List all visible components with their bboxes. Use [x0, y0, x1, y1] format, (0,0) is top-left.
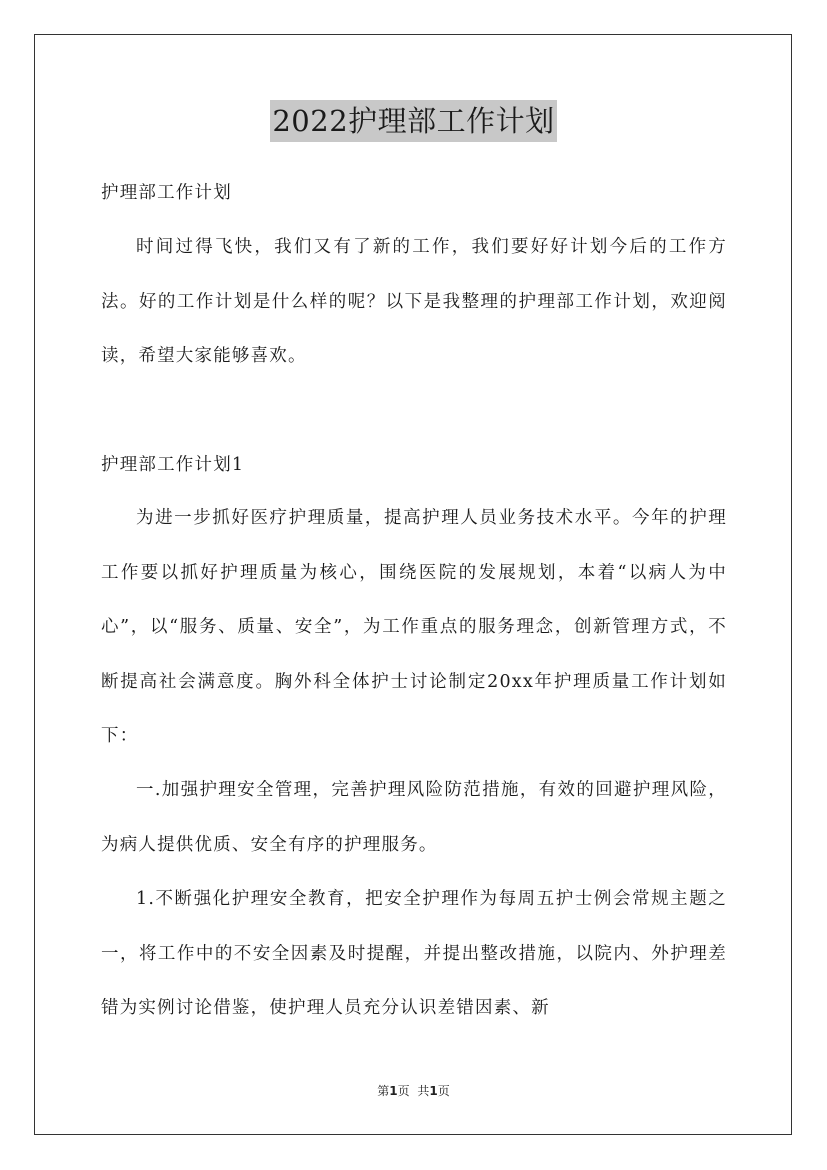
footer-page-suffix: 页	[397, 1084, 410, 1098]
plan-paragraph-2: 一.加强护理安全管理，完善护理风险防范措施，有效的回避护理风险，为病人提供优质、安全有序的护理服务。	[101, 780, 727, 855]
footer-page-prefix: 第	[377, 1084, 390, 1098]
plan-paragraph-1: 为进一步抓好医疗护理质量，提高护理人员业务技术水平。今年的护理工作要以抓好护理质量为核心，围绕医院的发展规划，本着“以病人为中心”，以“服务、质量、安全”，为工作重点的服务理念，创新管理方式，不断提高社会满意度。胸外科全体护士讨论制定20xx年护理质量工作计划如下：	[101, 508, 727, 746]
footer-page-number: 1	[389, 1084, 398, 1098]
plan-paragraph-3: 1.不断强化护理安全教育，把安全护理作为每周五护士例会常规主题之一，将工作中的不安全因素及时提醒，并提出整改措施，以院内、外护理差错为实例讨论借鉴，使护理人员充分认识差错因素、新	[101, 889, 727, 1018]
footer-total-prefix: 共	[417, 1084, 430, 1098]
document-title: 2022护理部工作计划	[270, 100, 556, 142]
footer-total-number: 1	[429, 1084, 438, 1098]
page-footer	[0, 1082, 827, 1099]
section-heading-plan-1: 护理部工作计划1	[101, 455, 245, 475]
footer-total-suffix: 页	[437, 1084, 450, 1098]
intro-paragraph: 时间过得飞快，我们又有了新的工作，我们要好好计划今后的工作方法。好的工作计划是什么样的呢？以下是我整理的护理部工作计划，欢迎阅读，希望大家能够喜欢。	[101, 237, 727, 366]
title-container	[0, 100, 827, 142]
section-heading-intro: 护理部工作计划	[101, 183, 232, 203]
